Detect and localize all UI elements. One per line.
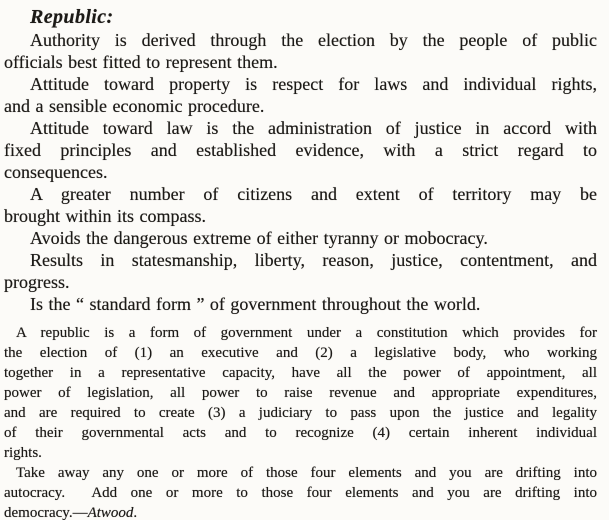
text-line: progress.: [4, 272, 70, 292]
section-heading: [4, 5, 597, 29]
text-line: of their governmental acts and to recognize (4) certain inherent individual: [4, 425, 597, 441]
text-line: the election of (1) an executive and (2) a legislative body, who working: [4, 345, 597, 361]
text-line: Republic:: [30, 6, 114, 28]
text-line: A republic is a form of government under a constitution which provides for: [16, 325, 597, 341]
paragraph-authority: [4, 29, 597, 73]
document-text: [4, 5, 597, 520]
paragraph-law: [4, 117, 597, 183]
paragraph-standard-form: [4, 293, 597, 315]
text-line: brought within its compass.: [4, 206, 206, 226]
paragraph-definition: [4, 323, 597, 463]
text-line: officials best fitted to represent them.: [4, 52, 278, 72]
text-line: Avoids the dangerous extreme of either tyranny or mobocracy.: [30, 228, 488, 248]
paragraph-avoids: [4, 227, 597, 249]
text-line: and are required to create (3) a judiciary to pass upon the justice and legality: [4, 405, 597, 421]
text-line: Authority is derived through the election by the people of public: [30, 30, 597, 50]
text-line: rights.: [4, 445, 42, 461]
text-line: Attitude toward law is the administration of justice in accord with: [30, 118, 597, 138]
paragraph-property: [4, 73, 597, 117]
text-line: together in a representative capacity, have all the power of appointment, all: [4, 365, 597, 381]
text-line: Results in statesmanship, liberty, reason, justice, contentment, and: [30, 250, 597, 270]
text-line: [4, 503, 597, 520]
text-line: consequences.: [4, 162, 108, 182]
text-line: A greater number of citizens and extent of territory may be: [30, 184, 597, 204]
text-line: power of legislation, all power to raise revenue and appropriate expenditures,: [4, 385, 597, 401]
paragraph-citizens: [4, 183, 597, 227]
text-line: fixed principles and established evidence, with a strict regard to: [4, 140, 597, 160]
paragraph-atwood-quote: [4, 463, 597, 520]
text-line: autocracy. Add one or more to those four elements and you are drifting into: [4, 485, 597, 501]
author-name: Atwood: [87, 505, 134, 520]
line-text: democracy.—: [4, 505, 88, 520]
text-line: Attitude toward property is respect for laws and individual rights,: [30, 74, 597, 94]
text-line: Take away any one or more of those four elements and you are drifting into: [16, 465, 597, 481]
text-line: and a sensible economic procedure.: [4, 96, 265, 116]
line-text: .: [133, 505, 138, 520]
text-line: Is the “ standard form ” of government throughout the world.: [30, 294, 481, 314]
paragraph-results: [4, 249, 597, 293]
